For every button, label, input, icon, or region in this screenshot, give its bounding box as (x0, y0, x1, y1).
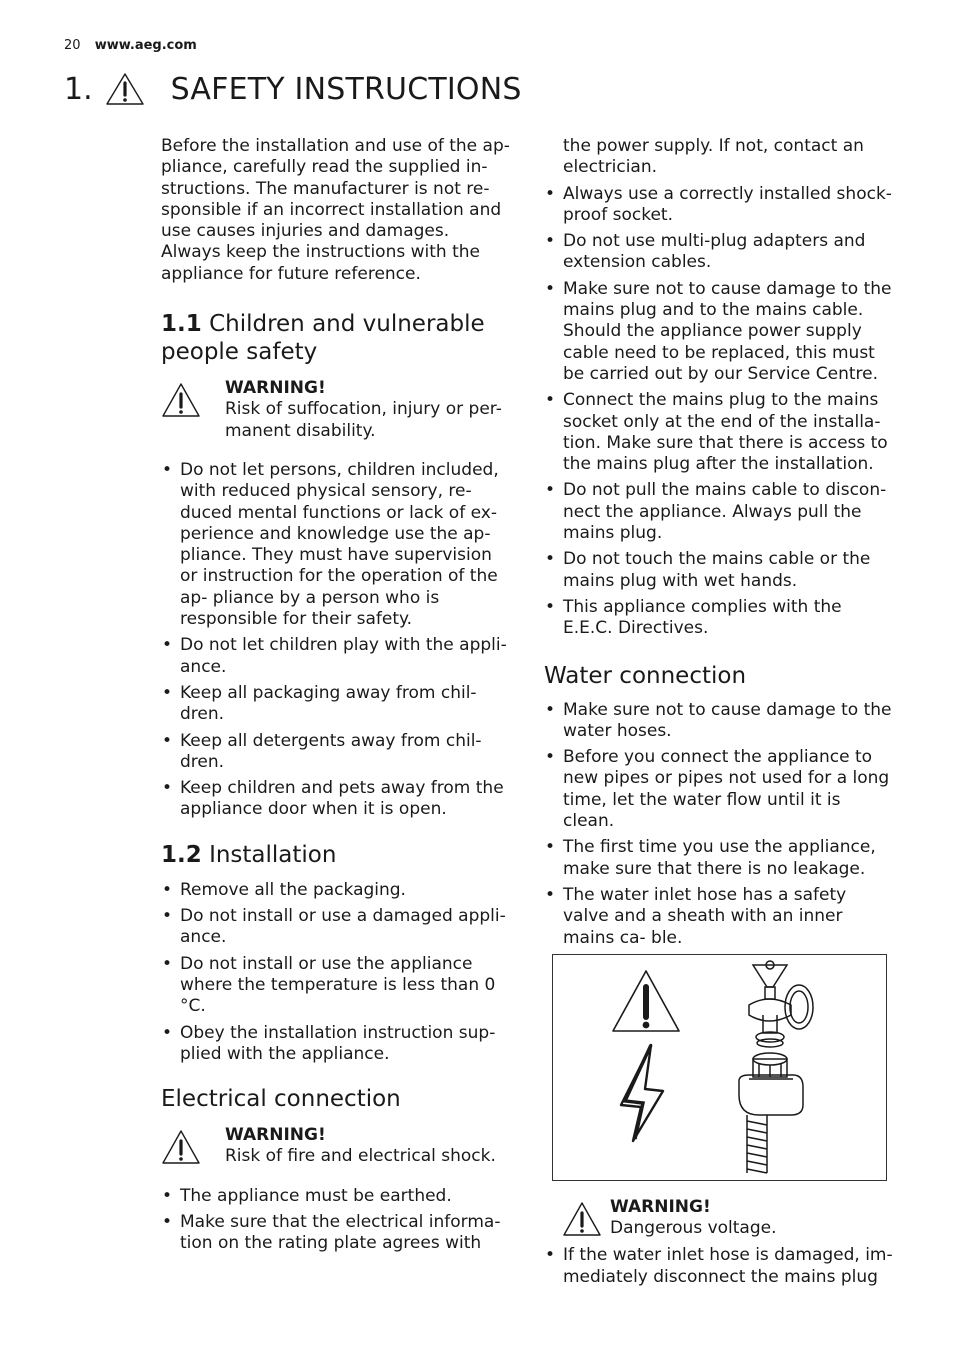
website-url: www.aeg.com (94, 38, 197, 53)
list-item: • Make sure not to cause damage to the mains plug and to the mains cable. Should the appliance power supply cable need to be replaced, this must be carried out by our Service Centre. (544, 279, 896, 385)
water-list (544, 700, 896, 949)
warning-text: Risk of suffocation, injury or per- manent disability. (225, 399, 502, 441)
chapter-heading (64, 66, 522, 112)
list-item: • Do not use multi-plug adapters and extension cables. (544, 231, 896, 274)
list-item: • This appliance complies with the E.E.C. Directives. (544, 597, 896, 640)
warning-text: Dangerous voltage. (610, 1218, 777, 1239)
list-item: • Do not let persons, children included, with reduced physical sensory, re- duced mental functions or lack of ex- perience and knowledge use the ap- pliance. They must have supervision or instruction for the operation of the ap- pliance by a person who is responsible for their safety. (161, 460, 513, 630)
warning-title: WARNING! (610, 1196, 711, 1217)
list-item: • Keep all detergents away from chil- dren. (161, 731, 513, 774)
list-item: • Do not pull the mains cable to discon- nect the appliance. Always pull the mains plug. (544, 480, 896, 544)
continued-text: the power supply. If not, contact an electrician. (563, 136, 864, 178)
list-item: • Make sure not to cause damage to the water hoses. (544, 700, 896, 743)
list-item: • Remove all the packaging. (161, 880, 513, 901)
section-title: Water connection (544, 662, 747, 689)
warning-title: WARNING! (225, 1125, 326, 1146)
section-title: Electrical connection (161, 1086, 401, 1113)
chapter-number: 1. (64, 71, 93, 107)
water-list-continued (544, 1245, 896, 1288)
list-item: • The first time you use the appliance, make sure that there is no leakage. (544, 837, 896, 880)
list-item: • Do not install or use a damaged appli- ance. (161, 906, 513, 949)
list-item: • Do not touch the mains cable or the mains plug with wet hands. (544, 549, 896, 592)
warning-box (161, 1125, 513, 1168)
water-hose-illustration (552, 954, 887, 1181)
section-heading-installation (161, 841, 513, 869)
list-item: • Connect the mains plug to the mains socket only at the end of the installa- tion. Make sure that there is access to the mains plug after the installation. (544, 390, 896, 475)
warning-box (562, 1197, 896, 1240)
warning-text: Risk of fire and electrical shock. (225, 1146, 496, 1167)
children-safety-list (161, 460, 513, 821)
page-header (64, 38, 197, 53)
electrical-list-continued (544, 184, 896, 640)
warning-triangle-icon (105, 72, 145, 106)
page-number: 20 (64, 38, 81, 53)
chapter-title: SAFETY INSTRUCTIONS (170, 71, 522, 107)
intro-paragraph: Before the installation and use of the ap- pliance, carefully read the supplied in- structions. The manufacturer is not re- sponsible if an incorrect installation and use causes injuries and damages. Always keep the instructions with the appliance for future reference. (161, 136, 510, 284)
list-item: • Before you connect the appliance to new pipes or pipes not used for a long time, let the water flow until it is clean. (544, 747, 896, 832)
section-title: Children and vulnerable people safety (161, 311, 485, 366)
warning-title: WARNING! (225, 378, 326, 399)
section-number: 1.1 (161, 311, 202, 338)
section-heading-water (544, 662, 896, 690)
list-item: • The appliance must be earthed. (161, 1186, 513, 1207)
section-heading-electrical (161, 1085, 513, 1113)
warning-triangle-icon (161, 382, 201, 418)
list-item: • Obey the installation instruction sup- plied with the appliance. (161, 1023, 513, 1066)
section-title: Installation (209, 841, 337, 868)
right-column (544, 136, 896, 1293)
water-inlet-hose-icon (739, 961, 813, 1173)
warning-triangle-icon (562, 1201, 602, 1237)
list-item: • Make sure that the electrical informa- tion on the rating plate agrees with (161, 1212, 513, 1255)
lightning-bolt-icon (621, 1045, 663, 1141)
left-column (161, 136, 513, 1260)
list-item: • Keep children and pets away from the appliance door when it is open. (161, 778, 513, 821)
list-item: • The water inlet hose has a safety valve and a sheath with an inner mains ca- ble. (544, 885, 896, 949)
warning-triangle-icon (613, 971, 679, 1031)
illustration-canvas (553, 955, 886, 1180)
list-item: • Always use a correctly installed shock- proof socket. (544, 184, 896, 227)
electrical-list (161, 1186, 513, 1255)
list-item: • Do not let children play with the appli- ance. (161, 635, 513, 678)
warning-triangle-icon (161, 1129, 201, 1165)
list-item: • If the water inlet hose is damaged, im- mediately disconnect the mains plug (544, 1245, 896, 1288)
list-item: • Keep all packaging away from chil- dren. (161, 683, 513, 726)
installation-list (161, 880, 513, 1065)
warning-box (161, 378, 513, 442)
section-heading-children (161, 310, 513, 366)
section-number: 1.2 (161, 841, 202, 868)
list-item: • Do not install or use the appliance where the temperature is less than 0 °C. (161, 954, 513, 1018)
